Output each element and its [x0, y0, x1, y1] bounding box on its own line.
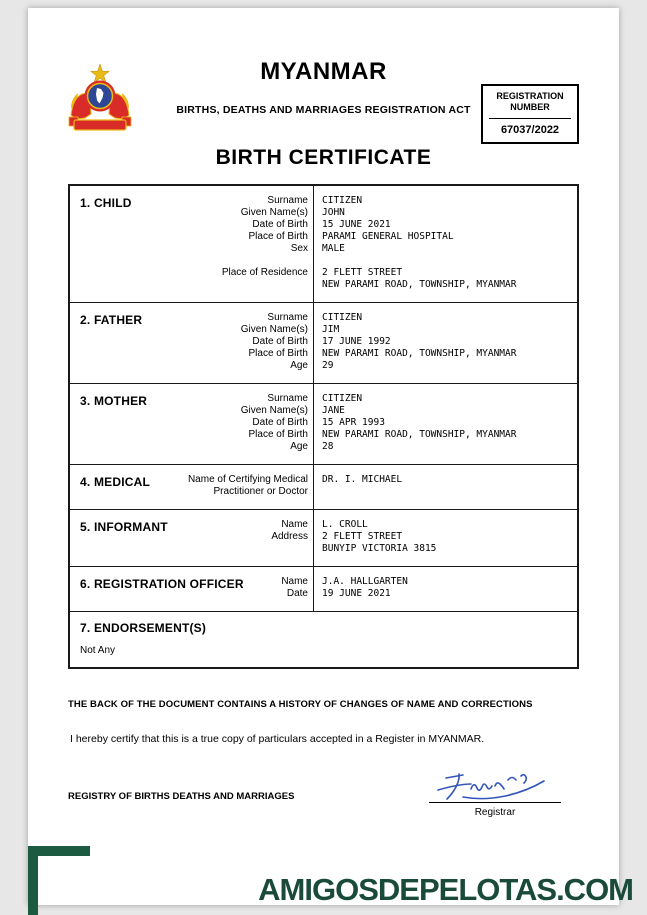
field-label: Place of Birth: [248, 348, 308, 359]
field-value-line: MALE: [322, 243, 345, 254]
field-label: Surname: [267, 393, 308, 404]
field-value-line: NEW PARAMI ROAD, TOWNSHIP, MYANMAR: [322, 279, 517, 290]
field-label: Place of Birth: [248, 429, 308, 440]
field-value-line: DR. I. MICHAEL: [322, 474, 403, 485]
section-title-child: 1. CHILD: [80, 196, 132, 210]
field-value: [308, 360, 567, 372]
registration-number-value: 67037/2022: [500, 124, 560, 136]
field-value-line: CITIZEN: [322, 195, 363, 206]
field-value-line: JIM: [322, 324, 340, 335]
field-value: [308, 531, 567, 555]
field-value: [308, 429, 567, 441]
section-informant: [70, 510, 577, 567]
field-row: [80, 348, 567, 360]
field-row: [80, 267, 567, 291]
section-title-mother: 3. MOTHER: [80, 394, 148, 408]
field-label: Surname: [267, 312, 308, 323]
field-row: [80, 324, 567, 336]
field-row: [80, 312, 567, 324]
field-label: Date of Birth: [252, 219, 308, 230]
section-child: [70, 186, 577, 303]
field-row: [80, 219, 567, 231]
field-label: Date: [286, 588, 308, 599]
field-value: [308, 405, 567, 417]
field-label: Name of Certifying Medical Practitioner or Doctor: [187, 474, 308, 497]
section-note: Not Any: [80, 645, 116, 656]
field-value-line: 15 JUNE 2021: [322, 219, 391, 230]
country-title: MYANMAR: [260, 58, 387, 85]
field-value: [308, 219, 567, 231]
certificate-table: [68, 184, 579, 669]
field-value: [308, 336, 567, 348]
field-value-line: 2 FLETT STREET: [322, 531, 403, 542]
field-label: Name: [281, 576, 308, 587]
field-value: [308, 243, 567, 255]
certificate-page: [28, 8, 619, 905]
field-row: [80, 231, 567, 243]
field-row: [80, 417, 567, 429]
watermark-text: AMIGOSDEPELOTAS.COM: [258, 872, 633, 907]
field-value-line: 29: [322, 360, 334, 371]
decorative-frame-corner: [28, 846, 90, 915]
field-value-line: J.A. HALLGARTEN: [322, 576, 408, 587]
certify-statement: I hereby certify that this is a true copy of particulars accepted in a Register in MYANMAR.: [70, 733, 485, 745]
field-row: [80, 405, 567, 417]
section-endorsement-s: [70, 612, 577, 667]
field-value-line: PARAMI GENERAL HOSPITAL: [322, 231, 454, 242]
field-row: [80, 393, 567, 405]
field-label: Given Name(s): [240, 324, 308, 335]
field-value: [308, 519, 567, 531]
field-value-line: 19 JUNE 2021: [322, 588, 391, 599]
field-label: Age: [290, 441, 308, 452]
field-row: [80, 474, 567, 498]
field-label: Given Name(s): [240, 405, 308, 416]
section-father: [70, 303, 577, 384]
field-label: Address: [271, 531, 308, 542]
registry-signature-row: [68, 769, 579, 818]
field-value: [308, 207, 567, 219]
field-value: [308, 324, 567, 336]
signature-block: [429, 769, 561, 818]
document-title: BIRTH CERTIFICATE: [215, 146, 432, 169]
field-value-line: CITIZEN: [322, 393, 363, 404]
field-value: [308, 588, 567, 600]
registration-number-box: [481, 84, 579, 144]
act-subtitle: BIRTHS, DEATHS AND MARRIAGES REGISTRATION ACT: [176, 104, 471, 116]
field-value: [308, 393, 567, 405]
field-value: [308, 474, 567, 498]
field-row: [80, 429, 567, 441]
row-spacer: [80, 255, 567, 267]
section-title-medical: 4. MEDICAL: [80, 475, 151, 489]
field-value-line: BUNYIP VICTORIA 3815: [322, 543, 437, 554]
field-value-line: 2 FLETT STREET: [322, 267, 403, 278]
field-label: Place of Birth: [248, 231, 308, 242]
field-row: [80, 207, 567, 219]
field-row: [80, 441, 567, 453]
field-value: [308, 267, 567, 291]
field-row: [80, 531, 567, 555]
section-title-informant: 5. INFORMANT: [80, 520, 168, 534]
registry-label: REGISTRY OF BIRTHS DEATHS AND MARRIAGES: [68, 791, 295, 802]
section-title-endorsement-s: 7. ENDORSEMENT(S): [80, 621, 207, 635]
field-label: Place of Residence: [221, 267, 308, 278]
section-title-registration-officer: 6. REGISTRATION OFFICER: [80, 577, 244, 591]
myanmar-coat-of-arms-icon: [68, 62, 132, 136]
field-value: [308, 312, 567, 324]
field-value-line: 28: [322, 441, 334, 452]
document-header: [68, 58, 579, 144]
field-label: Surname: [267, 195, 308, 206]
section-medical: [70, 465, 577, 510]
field-value-line: NEW PARAMI ROAD, TOWNSHIP, MYANMAR: [322, 348, 517, 359]
section-registration-officer: [70, 567, 577, 612]
field-row: [80, 195, 567, 207]
registration-box-divider: [489, 118, 571, 119]
field-label: Date of Birth: [252, 417, 308, 428]
field-row: [80, 336, 567, 348]
field-value: [308, 348, 567, 360]
field-label: Age: [290, 360, 308, 371]
back-note: THE BACK OF THE DOCUMENT CONTAINS A HISTORY OF CHANGES OF NAME AND CORRECTIONS: [68, 699, 533, 710]
field-value: [308, 195, 567, 207]
field-value-line: L. CROLL: [322, 519, 368, 530]
field-row: [80, 243, 567, 255]
field-value: [308, 417, 567, 429]
field-value-line: 17 JUNE 1992: [322, 336, 391, 347]
field-value-line: 15 APR 1993: [322, 417, 385, 428]
field-label: Sex: [290, 243, 308, 254]
field-label: Date of Birth: [252, 336, 308, 347]
registration-number-label: REGISTRATION NUMBER: [496, 91, 564, 112]
field-value: [308, 576, 567, 588]
field-value: [308, 441, 567, 453]
registrar-signature-icon: [429, 769, 561, 805]
field-value-line: JANE: [322, 405, 345, 416]
field-label: Given Name(s): [240, 207, 308, 218]
field-row: [80, 360, 567, 372]
field-value-line: CITIZEN: [322, 312, 363, 323]
section-title-father: 2. FATHER: [80, 313, 143, 327]
field-value-line: NEW PARAMI ROAD, TOWNSHIP, MYANMAR: [322, 429, 517, 440]
field-label: Name: [281, 519, 308, 530]
section-mother: [70, 384, 577, 465]
registrar-label: Registrar: [474, 807, 516, 818]
field-value: [308, 231, 567, 243]
field-value-line: JOHN: [322, 207, 345, 218]
